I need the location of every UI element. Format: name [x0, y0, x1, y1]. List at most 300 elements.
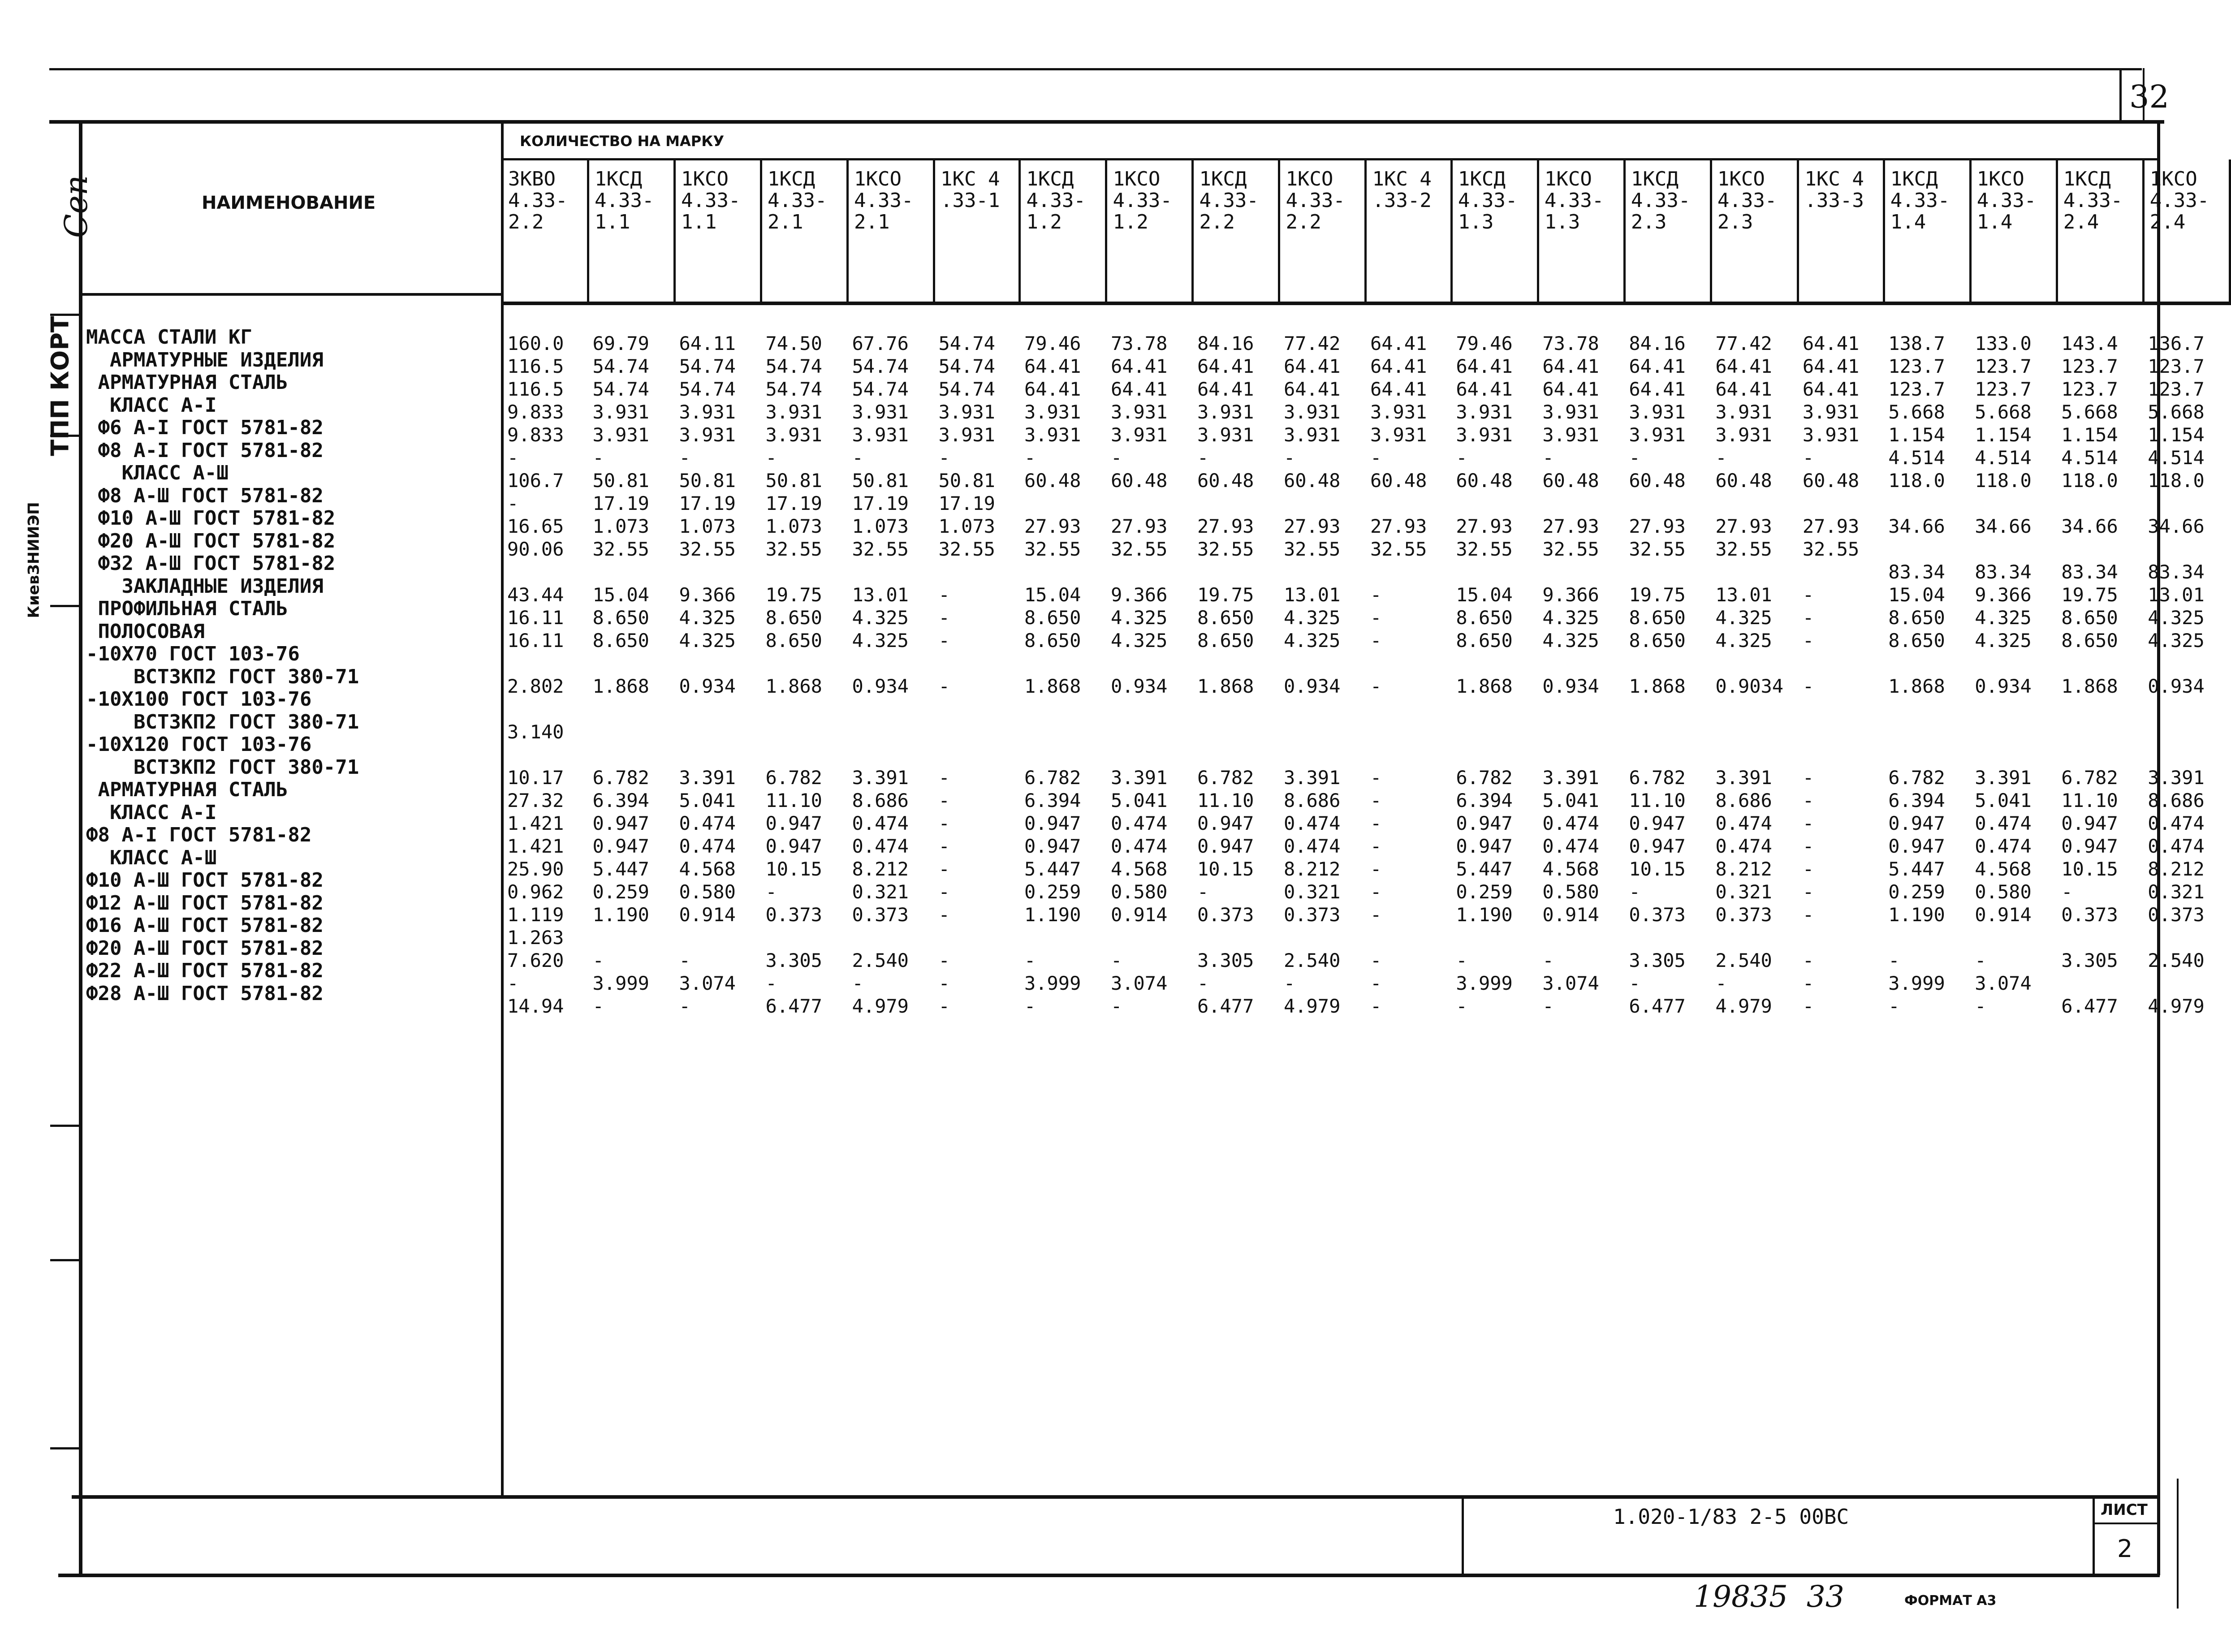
table-cell: 3.391: [852, 767, 909, 789]
table-cell: -: [1542, 995, 1554, 1017]
mark-header-line: 4.33-: [1976, 189, 2037, 212]
table-cell: 3.931: [1024, 401, 1081, 423]
row-name: КЛАСС А-I: [86, 393, 217, 417]
table-cell: -: [938, 835, 950, 857]
table-cell: 123.7: [2061, 355, 2118, 377]
table-cell: -: [938, 447, 950, 469]
table-cell: 11.10: [765, 789, 822, 811]
table-row: [503, 515, 2230, 538]
table-cell: 32.55: [1197, 538, 1254, 560]
row-name: Ф8 А-I ГОСТ 5781-82: [86, 824, 312, 846]
table-cell: 43.44: [507, 584, 564, 606]
table-cell: 1.154: [2061, 424, 2118, 446]
table-cell: 8.650: [1888, 607, 1945, 629]
table-cell: 0.947: [1629, 835, 1686, 857]
table-cell: -: [1370, 835, 1382, 857]
table-cell: 6.782: [765, 767, 822, 789]
table-cell: [2143, 698, 2230, 720]
table-row: [503, 378, 2230, 401]
table-cell: 54.74: [592, 378, 649, 400]
table-cell: 17.19: [679, 492, 736, 514]
table-cell: [1451, 743, 1538, 766]
side-stamp-org: КиевЗНИИЭП: [25, 502, 43, 618]
table-cell: [1193, 561, 1279, 583]
table-cell: 0.474: [1283, 835, 1341, 857]
table-cell: 3.931: [1283, 424, 1341, 446]
table-cell: 1.119: [507, 904, 564, 926]
table-cell: 3.931: [1024, 424, 1081, 446]
table-cell: 50.81: [852, 470, 909, 492]
table-cell: [503, 561, 588, 583]
table-cell: 4.325: [1975, 607, 2032, 629]
table-cell: -: [852, 447, 863, 469]
table-cell: [1538, 720, 1624, 743]
table-cell: 1.190: [1888, 904, 1945, 926]
table-cell: 6.394: [1888, 789, 1945, 811]
table-cell: [848, 698, 934, 720]
table-cell: 5.041: [1975, 789, 2032, 811]
table-cell: -: [938, 858, 950, 880]
table-cell: [1451, 652, 1538, 675]
table-cell: [1366, 492, 1451, 515]
table-cell: 3.999: [1024, 972, 1081, 994]
table-cell: 0.474: [1542, 835, 1599, 857]
table-cell: 19.75: [2061, 584, 2118, 606]
table-cell: 0.474: [852, 812, 909, 834]
table-cell: 5.447: [1456, 858, 1513, 880]
table-cell: 0.373: [852, 904, 909, 926]
table-cell: 32.55: [852, 538, 909, 560]
table-cell: 64.41: [1110, 355, 1168, 377]
table-cell: 116.5: [507, 378, 564, 400]
table-cell: [1798, 926, 1884, 949]
table-cell: 1.868: [592, 675, 649, 697]
mark-header-line: 4.33-: [681, 189, 741, 212]
table-cell: 8.650: [1024, 630, 1081, 651]
table-cell: 60.48: [1197, 470, 1254, 492]
table-cell: 5.447: [1024, 858, 1081, 880]
table-cell: [588, 698, 675, 720]
sheet-box-left: [2119, 68, 2122, 124]
table-cell: 4.325: [1715, 607, 1772, 629]
table-cell: 83.34: [1888, 561, 1945, 583]
table-cell: 0.914: [1975, 904, 2032, 926]
table-cell: [1193, 698, 1279, 720]
table-cell: 11.10: [1629, 789, 1686, 811]
table-cell: [1711, 492, 1798, 515]
table-cell: [1366, 926, 1451, 949]
table-cell: 32.55: [1542, 538, 1599, 560]
table-cell: -: [1802, 881, 1814, 903]
table-cell: -: [938, 630, 950, 651]
table-row: [503, 561, 2230, 583]
table-cell: 0.474: [679, 812, 736, 834]
table-cell: 8.686: [1283, 789, 1341, 811]
table-row: [503, 995, 2230, 1018]
table-cell: 60.48: [1110, 470, 1168, 492]
table-cell: 6.477: [2061, 995, 2118, 1017]
table-cell: 3.931: [592, 424, 649, 446]
table-cell: 4.325: [2148, 607, 2205, 629]
table-cell: -: [938, 789, 950, 811]
table-row: [503, 332, 2230, 355]
table-cell: [1624, 926, 1711, 949]
table-cell: 1.263: [507, 927, 564, 949]
table-cell: -: [938, 949, 950, 971]
mark-column-header: [2143, 160, 2230, 303]
table-cell: [1711, 698, 1798, 720]
table-cell: 3.931: [938, 424, 995, 446]
table-cell: [1884, 492, 1970, 515]
table-cell: 11.10: [2061, 789, 2118, 811]
table-cell: [1884, 926, 1970, 949]
table-cell: 3.931: [592, 401, 649, 423]
table-cell: -: [1024, 995, 1036, 1017]
table-cell: [1279, 926, 1366, 949]
table-cell: 73.78: [1110, 332, 1168, 354]
table-row: [503, 903, 2230, 926]
mark-column-header: [934, 160, 1020, 303]
table-cell: 16.11: [507, 607, 564, 629]
table-cell: 4.325: [2148, 630, 2205, 651]
sheet-cell-left: [2093, 1497, 2095, 1575]
table-cell: [1538, 492, 1624, 515]
format-label: ФОРМАТ А3: [1904, 1593, 1997, 1609]
table-cell: 64.41: [1283, 378, 1341, 400]
table-cell: 4.568: [1110, 858, 1168, 880]
side-stamp-divider-3: [50, 314, 82, 316]
table-cell: [1193, 652, 1279, 675]
table-cell: 32.55: [938, 538, 995, 560]
table-cell: 8.212: [852, 858, 909, 880]
table-cell: 4.325: [852, 630, 909, 651]
table-cell: 3.931: [1370, 401, 1427, 423]
table-cell: -: [679, 995, 690, 1017]
row-name: Ф12 А-Ш ГОСТ 5781-82: [86, 891, 324, 914]
table-cell: 1.073: [938, 515, 995, 537]
table-cell: 9.366: [1975, 584, 2032, 606]
table-cell: 3.305: [1629, 949, 1686, 971]
mark-header-line: 1КСД: [1026, 168, 1074, 190]
table-cell: 4.979: [1283, 995, 1341, 1017]
table-cell: [1451, 698, 1538, 720]
table-cell: [503, 698, 588, 720]
table-cell: [1884, 743, 1970, 766]
table-cell: 64.41: [1629, 378, 1686, 400]
table-cell: 0.474: [1715, 812, 1772, 834]
table-cell: [1020, 652, 1106, 675]
table-row: [503, 835, 2230, 858]
table-cell: [1970, 538, 2057, 561]
table-cell: 74.50: [765, 332, 822, 354]
mark-column-header: [588, 160, 675, 303]
table-cell: [1451, 561, 1538, 583]
mark-header-line: 1КСО: [2149, 168, 2197, 190]
table-cell: [1193, 720, 1279, 743]
sheet-number-top: 32: [2129, 78, 2170, 115]
table-cell: 3.931: [1456, 401, 1513, 423]
table-cell: [1451, 720, 1538, 743]
table-cell: 123.7: [1888, 355, 1945, 377]
table-cell: [1970, 926, 2057, 949]
table-cell: 3.931: [1197, 424, 1254, 446]
mark-header-line: 2.2: [1199, 211, 1235, 233]
table-cell: [1798, 698, 1884, 720]
table-cell: -: [1370, 675, 1382, 697]
table-cell: [2143, 492, 2230, 515]
table-cell: 50.81: [679, 470, 736, 492]
table-row: [503, 401, 2230, 423]
table-cell: -: [1370, 607, 1382, 629]
table-cell: 32.55: [1110, 538, 1168, 560]
table-cell: 3.931: [1542, 401, 1599, 423]
table-cell: 0.947: [1888, 835, 1945, 857]
table-cell: 3.391: [1715, 767, 1772, 789]
table-cell: [1798, 492, 1884, 515]
table-cell: 0.474: [679, 835, 736, 857]
table-cell: 0.914: [679, 904, 736, 926]
mark-header-line: 4.33-: [1199, 189, 1259, 212]
table-cell: 54.74: [765, 378, 822, 400]
table-cell: -: [1629, 881, 1640, 903]
table-cell: 27.93: [1629, 515, 1686, 537]
table-cell: 4.568: [1542, 858, 1599, 880]
table-cell: [1970, 492, 2057, 515]
table-cell: 8.650: [2061, 607, 2118, 629]
table-cell: [848, 926, 934, 949]
table-cell: 4.979: [1715, 995, 1772, 1017]
table-cell: [1624, 720, 1711, 743]
table-cell: -: [1629, 972, 1640, 994]
table-cell: 3.931: [1197, 401, 1254, 423]
table-cell: -: [1456, 995, 1467, 1017]
table-cell: 60.48: [1456, 470, 1513, 492]
table-cell: 54.74: [765, 355, 822, 377]
table-cell: 3.391: [679, 767, 736, 789]
table-cell: 2.540: [1283, 949, 1341, 971]
table-cell: 0.914: [1542, 904, 1599, 926]
table-cell: 0.580: [679, 881, 736, 903]
row-name: АРМАТУРНЫЕ ИЗДЕЛИЯ: [86, 348, 324, 371]
table-cell: 77.42: [1715, 332, 1772, 354]
table-cell: 3.931: [852, 401, 909, 423]
table-cell: 0.474: [1975, 812, 2032, 834]
table-cell: [848, 561, 934, 583]
table-cell: [761, 926, 848, 949]
table-cell: 3.999: [1888, 972, 1945, 994]
table-cell: [1884, 698, 1970, 720]
table-cell: 54.74: [679, 355, 736, 377]
table-cell: [675, 698, 761, 720]
table-cell: 133.0: [1975, 332, 2032, 354]
table-cell: 3.931: [1110, 401, 1168, 423]
frame-top: [49, 120, 2164, 124]
table-cell: [1279, 720, 1366, 743]
mark-column-header: [1020, 160, 1106, 303]
table-cell: 1.190: [1024, 904, 1081, 926]
table-cell: [588, 926, 675, 949]
table-cell: -: [1197, 881, 1209, 903]
row-name: Ф32 А-Ш ГОСТ 5781-82: [86, 552, 336, 575]
table-cell: 118.0: [2061, 470, 2118, 492]
table-cell: 6.394: [1024, 789, 1081, 811]
table-cell: 143.4: [2061, 332, 2118, 354]
table-cell: -: [1542, 949, 1554, 971]
table-cell: 3.931: [1802, 424, 1860, 446]
table-cell: 4.325: [1283, 607, 1341, 629]
table-cell: 8.650: [592, 607, 649, 629]
mark-header-line: 1.2: [1113, 211, 1148, 233]
table-cell: [1106, 926, 1193, 949]
table-cell: -: [1888, 949, 1900, 971]
mark-header-line: 4.33-: [1113, 189, 1172, 212]
table-cell: 5.668: [2061, 401, 2118, 423]
row-name: МАССА СТАЛИ КГ: [86, 326, 252, 349]
table-cell: 13.01: [1715, 584, 1772, 606]
table-cell: 1.154: [1888, 424, 1945, 446]
table-cell: 0.474: [1110, 835, 1168, 857]
table-cell: [1451, 492, 1538, 515]
table-cell: 8.650: [592, 630, 649, 651]
table-cell: 54.74: [679, 378, 736, 400]
table-cell: [1193, 492, 1279, 515]
table-row: [503, 583, 2230, 606]
frame-left: [79, 124, 82, 1575]
table-cell: 64.41: [1283, 355, 1341, 377]
table-cell: -: [1802, 972, 1814, 994]
table-row: [503, 789, 2230, 812]
table-cell: -: [1370, 767, 1382, 789]
table-cell: 67.76: [852, 332, 909, 354]
table-cell: 8.686: [1715, 789, 1772, 811]
row-name: КЛАСС А-Ш: [86, 846, 217, 869]
table-cell: [1711, 926, 1798, 949]
table-cell: 32.55: [1715, 538, 1772, 560]
table-cell: 15.04: [1456, 584, 1513, 606]
table-cell: 123.7: [1888, 378, 1945, 400]
table-cell: 3.391: [2148, 767, 2205, 789]
table-cell: 160.0: [507, 332, 564, 354]
table-cell: 3.391: [1110, 767, 1168, 789]
table-cell: -: [1802, 789, 1814, 811]
table-cell: 0.934: [2148, 675, 2205, 697]
table-cell: -: [679, 949, 690, 971]
table-cell: [934, 561, 1020, 583]
mark-column-header: [2057, 160, 2143, 303]
table-cell: 5.447: [1888, 858, 1945, 880]
table-cell: 123.7: [2148, 378, 2205, 400]
table-cell: 64.41: [1715, 355, 1772, 377]
table-cell: 8.650: [1456, 607, 1513, 629]
table-cell: 3.305: [2061, 949, 2118, 971]
table-cell: -: [592, 995, 604, 1017]
table-cell: [1020, 720, 1106, 743]
row-name: Ф16 А-Ш ГОСТ 5781-82: [86, 914, 324, 937]
table-cell: [2143, 926, 2230, 949]
table-cell: [1279, 652, 1366, 675]
table-cell: [848, 743, 934, 766]
mark-header-line: 1.3: [1544, 211, 1580, 233]
table-cell: 4.514: [1888, 447, 1945, 469]
mark-column-header: [1624, 160, 1711, 303]
table-cell: 5.668: [1975, 401, 2032, 423]
table-cell: 3.074: [679, 972, 736, 994]
mark-header-line: 1КСД: [1199, 168, 1247, 190]
table-cell: 50.81: [592, 470, 649, 492]
table-cell: 0.259: [592, 881, 649, 903]
table-cell: [761, 698, 848, 720]
mark-header-line: .33-2: [1372, 189, 1432, 212]
table-cell: [1193, 743, 1279, 766]
table-cell: [848, 652, 934, 675]
table-cell: 0.373: [1197, 904, 1254, 926]
table-cell: [1624, 561, 1711, 583]
table-cell: -: [1802, 607, 1814, 629]
mark-header-line: 1.3: [1458, 211, 1494, 233]
row-name: Ф20 А-Ш ГОСТ 5781-82: [86, 936, 324, 960]
table-cell: 64.41: [1456, 355, 1513, 377]
table-cell: 3.999: [592, 972, 649, 994]
table-cell: 3.305: [1197, 949, 1254, 971]
table-cell: -: [1802, 630, 1814, 651]
table-cell: -: [592, 949, 604, 971]
table-cell: [2143, 743, 2230, 766]
mark-header-line: 1.1: [595, 211, 630, 233]
table-cell: -: [1370, 447, 1382, 469]
table-cell: 15.04: [1888, 584, 1945, 606]
table-cell: 118.0: [2148, 470, 2205, 492]
table-cell: [1970, 698, 2057, 720]
table-cell: 1.154: [2148, 424, 2205, 446]
left-margin-tick-1: [50, 1125, 82, 1127]
table-cell: 0.474: [1975, 835, 2032, 857]
table-cell: -: [852, 972, 863, 994]
table-cell: 3.931: [1802, 401, 1860, 423]
mark-header-line: 4.33-: [1890, 189, 1950, 212]
table-cell: -: [507, 972, 519, 994]
table-cell: [934, 720, 1020, 743]
table-cell: 8.650: [2061, 630, 2118, 651]
table-cell: 32.55: [1283, 538, 1341, 560]
table-cell: 64.41: [1542, 355, 1599, 377]
table-cell: [1106, 492, 1193, 515]
mark-header-line: .33-3: [1804, 189, 1864, 212]
table-cell: -: [1802, 675, 1814, 697]
footer-divider: [1462, 1499, 1464, 1575]
table-cell: 136.7: [2148, 332, 2205, 354]
table-cell: 0.962: [507, 881, 564, 903]
table-cell: 60.48: [1715, 470, 1772, 492]
table-cell: 64.41: [1715, 378, 1772, 400]
table-row: [503, 766, 2230, 789]
mark-column-header: [675, 160, 761, 303]
table-cell: -: [1024, 447, 1036, 469]
table-cell: 4.568: [1975, 858, 2032, 880]
table-cell: 3.931: [1283, 401, 1341, 423]
table-cell: 1.073: [679, 515, 736, 537]
table-cell: 10.17: [507, 767, 564, 789]
table-cell: 1.868: [2061, 675, 2118, 697]
table-cell: [2057, 538, 2143, 561]
table-cell: 4.325: [1110, 607, 1168, 629]
table-cell: -: [938, 972, 950, 994]
table-cell: 0.474: [1283, 812, 1341, 834]
table-cell: [1538, 698, 1624, 720]
table-cell: -: [1802, 858, 1814, 880]
mark-header-line: 2.1: [854, 211, 890, 233]
table-cell: -: [1975, 949, 1986, 971]
table-cell: [761, 561, 848, 583]
